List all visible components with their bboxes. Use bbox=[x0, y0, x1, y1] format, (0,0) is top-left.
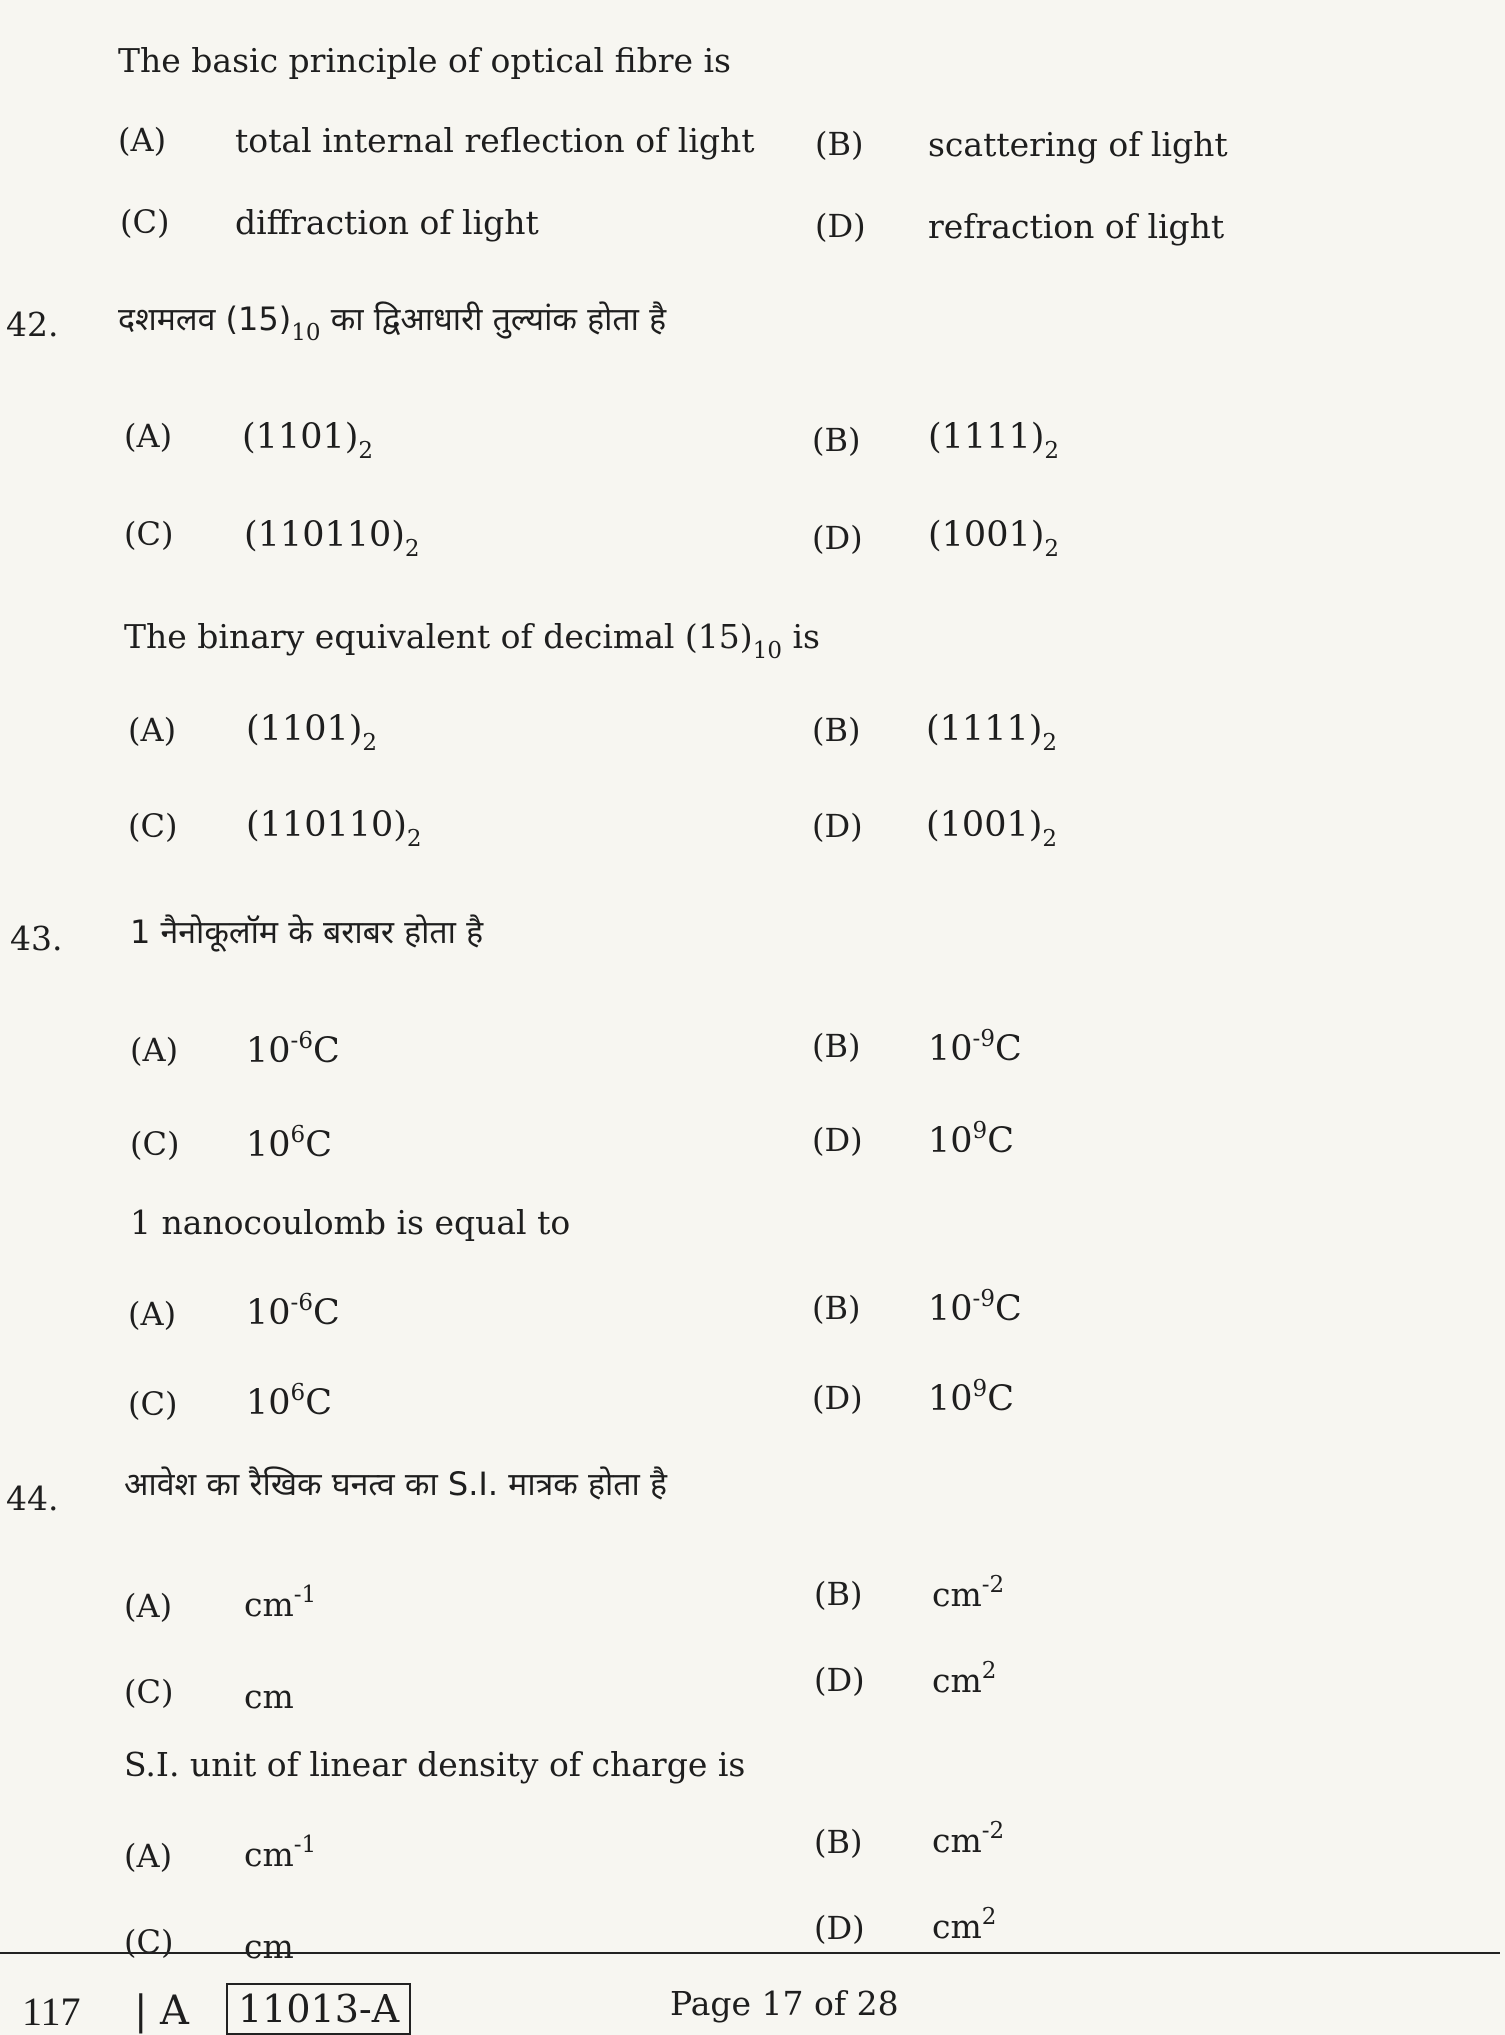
q43-text-en: 1 nanocoulomb is equal to bbox=[130, 1203, 571, 1242]
q44-text-en: S.I. unit of linear density of charge is bbox=[124, 1745, 746, 1784]
q43-en-opt-c-label: (C) bbox=[128, 1385, 178, 1423]
q44-en-opt-a: $cm^{-1}$ bbox=[244, 1832, 317, 1874]
q42-hi-opt-b-label: (B) bbox=[812, 421, 861, 459]
q42-hi-opt-c: $(110110)_2$ bbox=[244, 515, 420, 562]
q44-hi-opt-b: $cm^{-2}$ bbox=[932, 1572, 1005, 1614]
q42-en-opt-a: $(1101)_2$ bbox=[246, 709, 378, 756]
q44-hi-opt-a: $cm^{-1}$ bbox=[244, 1582, 317, 1624]
q44-hi-opt-c: cm bbox=[244, 1677, 294, 1716]
q42-hi-opt-d-label: (D) bbox=[812, 519, 863, 557]
q44-hi-opt-d: $cm^2$ bbox=[932, 1658, 997, 1700]
q44-hi-opt-a-label: (A) bbox=[124, 1587, 173, 1625]
q44-en-opt-b-label: (B) bbox=[814, 1823, 863, 1861]
q43-en-opt-d-label: (D) bbox=[812, 1379, 863, 1417]
q44-en-opt-b: $cm^{-2}$ bbox=[932, 1818, 1005, 1860]
q44-hi-opt-c-label: (C) bbox=[124, 1673, 174, 1711]
q41-text-en: The basic principle of optical fibre is bbox=[118, 41, 731, 80]
q43-text-hi: 1 नैनोकूलॉम के बराबर होता है bbox=[130, 913, 484, 951]
q44-hi-opt-b-label: (B) bbox=[814, 1575, 863, 1613]
q42-hi-opt-a: $(1101)_2$ bbox=[242, 417, 374, 464]
q42-text-hi: दशमलव $(15)_{10}$ का द्विआधारी तुल्यांक होता है bbox=[118, 300, 667, 346]
q42-hi-opt-a-label: (A) bbox=[124, 417, 173, 455]
q44-en-opt-d: $cm^2$ bbox=[932, 1904, 997, 1946]
q44-number: 44. bbox=[6, 1479, 59, 1518]
footer-code: 117 bbox=[22, 1989, 81, 2034]
q42-en-opt-d-label: (D) bbox=[812, 807, 863, 845]
footer-series: A bbox=[160, 1988, 189, 2034]
q42-text-en: The binary equivalent of decimal $(15)_{10}$ is bbox=[124, 617, 820, 664]
q44-text-hi: आवेश का रैखिक घनत्व का S.I. मात्रक होता है bbox=[124, 1465, 667, 1503]
q43-hi-opt-b: $10^{-9}C$ bbox=[928, 1026, 1022, 1069]
q42-en-opt-c: $(110110)_2$ bbox=[246, 805, 422, 852]
q43-en-opt-d: $10^9C$ bbox=[928, 1376, 1014, 1419]
page-number: Page 17 of 28 bbox=[670, 1984, 899, 2023]
q43-number: 43. bbox=[10, 919, 63, 958]
q43-hi-opt-c-label: (C) bbox=[130, 1125, 180, 1163]
q43-hi-opt-d: $10^9C$ bbox=[928, 1118, 1014, 1161]
q43-hi-opt-a-label: (A) bbox=[130, 1031, 179, 1069]
q41-opt-b: scattering of light bbox=[928, 125, 1228, 164]
q44-en-opt-c: cm bbox=[244, 1927, 294, 1966]
q41-opt-d: refraction of light bbox=[928, 207, 1225, 246]
q42-hi-opt-d: $(1001)_2$ bbox=[928, 515, 1060, 562]
q42-hi-opt-c-label: (C) bbox=[124, 515, 174, 553]
q41-opt-c-label: (C) bbox=[120, 203, 170, 241]
q42-en-opt-d: $(1001)_2$ bbox=[926, 805, 1058, 852]
q41-opt-b-label: (B) bbox=[815, 125, 864, 163]
q44-hi-opt-d-label: (D) bbox=[814, 1661, 865, 1699]
q42-en-opt-b: $(1111)_2$ bbox=[926, 709, 1058, 756]
q42-en-opt-a-label: (A) bbox=[128, 711, 177, 749]
q42-hi-opt-b: $(1111)_2$ bbox=[928, 417, 1060, 464]
q43-hi-opt-a: $10^{-6}C$ bbox=[246, 1028, 340, 1071]
q43-en-opt-a: $10^{-6}C$ bbox=[246, 1290, 340, 1333]
q42-number: 42. bbox=[6, 305, 59, 344]
q41-opt-a-label: (A) bbox=[118, 121, 167, 159]
q43-en-opt-b-label: (B) bbox=[812, 1289, 861, 1327]
q44-en-opt-a-label: (A) bbox=[124, 1837, 173, 1875]
q41-opt-a: total internal reflection of light bbox=[235, 121, 755, 160]
q42-en-opt-b-label: (B) bbox=[812, 711, 861, 749]
q41-opt-d-label: (D) bbox=[815, 207, 866, 245]
q44-en-opt-d-label: (D) bbox=[814, 1909, 865, 1947]
q43-hi-opt-d-label: (D) bbox=[812, 1121, 863, 1159]
footer-separator: | bbox=[134, 1988, 148, 2034]
q43-en-opt-c: $10^6C$ bbox=[246, 1380, 332, 1423]
q43-hi-opt-b-label: (B) bbox=[812, 1027, 861, 1065]
q44-en-opt-c-label: (C) bbox=[124, 1923, 174, 1961]
q43-en-opt-a-label: (A) bbox=[128, 1295, 177, 1333]
footer-booklet-code: 11013-A bbox=[226, 1983, 411, 2035]
q43-en-opt-b: $10^{-9}C$ bbox=[928, 1286, 1022, 1329]
q41-opt-c: diffraction of light bbox=[235, 203, 539, 242]
q42-en-opt-c-label: (C) bbox=[128, 807, 178, 845]
q43-hi-opt-c: $10^6C$ bbox=[246, 1122, 332, 1165]
footer-rule bbox=[0, 1952, 1500, 1954]
